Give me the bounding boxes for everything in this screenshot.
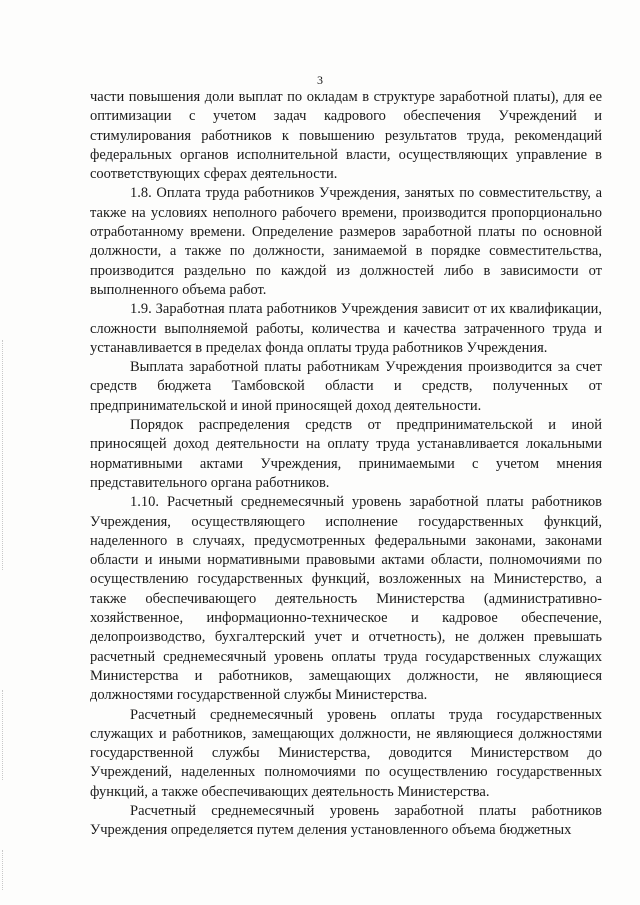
paragraph-salary-payment: Выплата заработной платы работникам Учреждения производится за счет средств бюджета Тамбовской области и средств, полученных от предпринимательской и иной приносящей доход деятельности. [90, 359, 602, 414]
paragraph-average-level: Расчетный среднемесячный уровень оплаты труда государственных служащих и работников, замещающих должности, не являющиеся должностями государственной службы Министерства, доводится Министерством до Учреждений, наделенных полномочиями по осуществлению государственных функций, а также обеспечивающих деятельность Министерства. [90, 706, 602, 800]
paragraph-calculation: Расчетный среднемесячный уровень заработной платы работников Учреждения определяется путем деления установленного объема бюджетных [90, 802, 602, 839]
paragraph-1-8: 1.8. Оплата труда работников Учреждения, занятых по совместительству, а также на условиях неполного рабочего времени, производится пропорционально отработанному времени. Определение размеров заработной платы по основной должности, а также по должности, занимаемой в порядке совместительства, производится раздельно по каждой из должностей либо в зависимости от выполненного объема работ. [90, 185, 602, 298]
paragraph-1-9: 1.9. Заработная плата работников Учреждения зависит от их квалификации, сложности выполняемой работы, количества и качества затраченного труда и устанавливается в пределах фонда оплаты труда работников Учреждения. [90, 301, 602, 356]
paragraph-funds-distribution: Порядок распределения средств от предпринимательской и иной приносящей доход деятельности на оплату труда устанавливается локальными нормативными актами Учреждения, принимаемыми с учетом мнения представительного органа работников. [90, 417, 602, 491]
scan-edge-marks [2, 340, 5, 570]
document-body [90, 88, 602, 841]
scan-edge-marks-bottom [2, 850, 5, 890]
paragraph-continuation: части повышения доли выплат по окладам в структуре заработной платы), для ее оптимизации с учетом задач кадрового обеспечения Учреждений и стимулирования работников к повышению результатов труда, рекомендаций федеральных органов исполнительной власти, осуществляющих управление в соответствующих сферах деятельности. [90, 89, 602, 183]
scan-edge-marks-lower [2, 690, 5, 780]
page-number: 3 [317, 73, 323, 87]
paragraph-1-10: 1.10. Расчетный среднемесячный уровень заработной платы работников Учреждения, осуществляющего исполнение государственных функций, наделенного в случаях, предусмотренных федеральными законами, законами области и иными нормативными правовыми актами области, полномочиями по осуществлению государственных функций, возложенных на Министерство, а также обеспечивающего деятельность Министерства (административно-хозяйственное, информационно-техническое и кадровое обеспечение, делопроизводство, бухгалтерский учет и отчетность), не должен превышать расчетный среднемесячный уровень оплаты труда государственных служащих Министерства и работников, замещающих должности, не являющиеся должностями государственной службы Министерства. [90, 494, 602, 704]
